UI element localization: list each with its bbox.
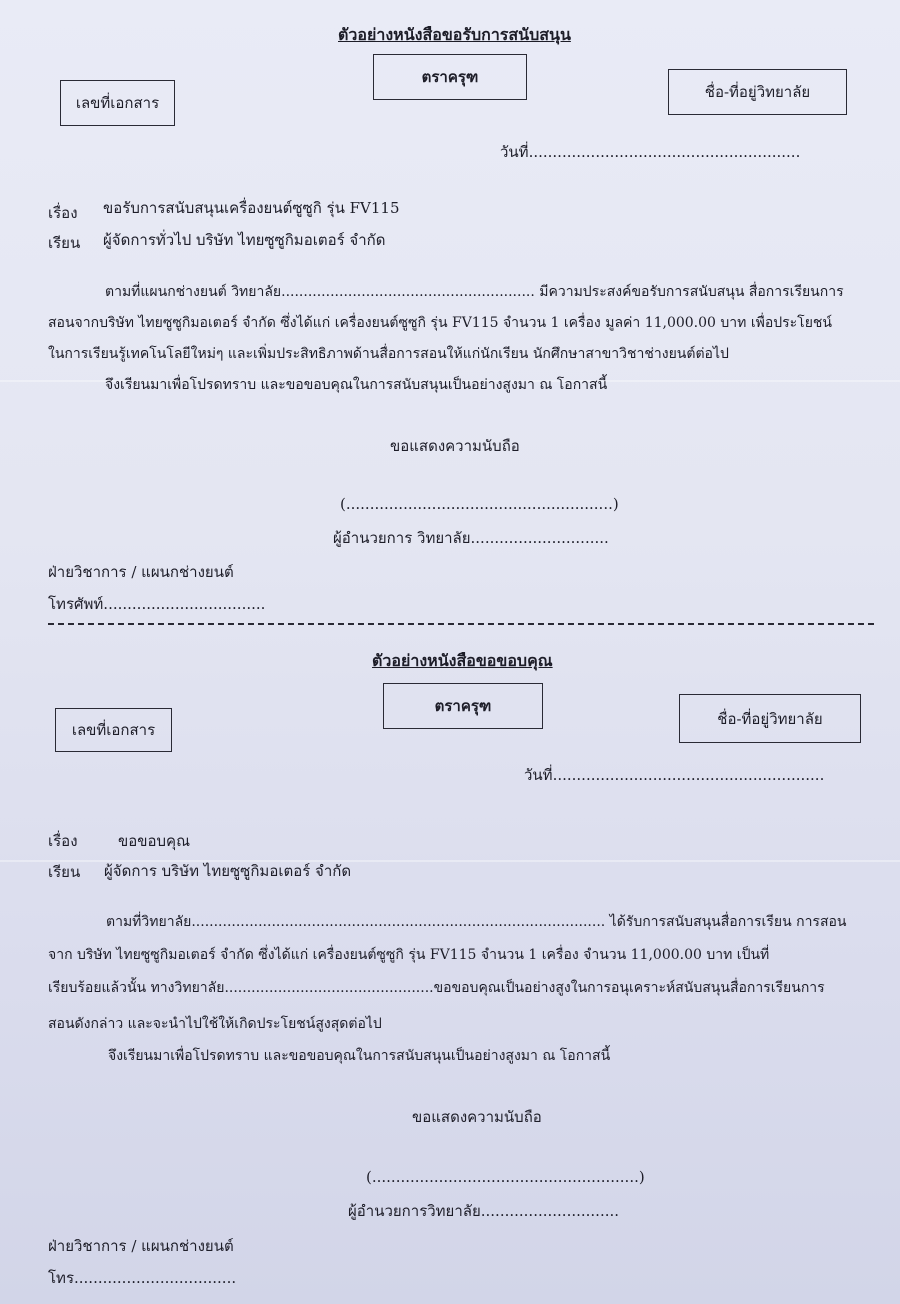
letter1-seal-box: ตราครุฑ	[373, 54, 527, 100]
letter2-doc-number-box: เลขที่เอกสาร	[55, 708, 172, 752]
letter1-subject-text: ขอรับการสนับสนุนเครื่องยนต์ซูซูกิ รุ่น FV115	[103, 199, 400, 217]
letter1-doc-number-box: เลขที่เอกสาร	[60, 80, 175, 126]
letter2-date-line: วันที่.........................................................	[524, 766, 825, 784]
letter1-department: ฝ่ายวิชาการ / แผนกช่างยนต์	[48, 563, 234, 581]
letter2-department: ฝ่ายวิชาการ / แผนกช่างยนต์	[48, 1237, 234, 1255]
letter1-subject-label: เรื่อง	[48, 204, 78, 222]
letter1-paragraph-line: ในการเรียนรู้เทคโนโลยีใหม่ๆ และเพิ่มประสิทธิภาพด้านสื่อการสอนให้แก่นักเรียน นักศึกษาสาขาวิชาช่างยนต์ต่อไป	[48, 346, 729, 362]
cut-line-divider	[48, 623, 874, 625]
letter2-seal-box: ตราครุฑ	[383, 683, 543, 729]
letter2-paragraph-line: สอนดังกล่าว และจะนำไปใช้ให้เกิดประโยชน์สูงสุดต่อไป	[48, 1016, 382, 1032]
letter1-signer-title: ผู้อำนวยการ วิทยาลัย.............................	[333, 529, 609, 547]
letter2-subject-label: เรื่อง	[48, 832, 78, 850]
letter2-signer-title: ผู้อำนวยการวิทยาลัย.............................	[348, 1202, 620, 1220]
letter2-paragraph-line: เรียบร้อยแล้วนั้น ทางวิทยาลัย...............................................ขอขอบคุณเป็นอย่างสูงในการอนุเคราะห์สนับสนุนสื่อการเรียนการ	[48, 980, 825, 996]
letter1-signature-line: (........................................................)	[340, 495, 619, 513]
letter2-college-address-box: ชื่อ-ที่อยู่วิทยาลัย	[679, 694, 861, 743]
letter1-phone: โทรศัพท์..................................	[48, 595, 266, 613]
letter2-to-text: ผู้จัดการ บริษัท ไทยซูซูกิมอเตอร์ จำกัด	[104, 862, 352, 880]
letter1-paragraph-line: สอนจากบริษัท ไทยซูซูกิมอเตอร์ จำกัด ซึ่งได้แก่ เครื่องยนต์ซูซูกิ รุ่น FV115 จำนวน 1 เครื่อง มูลค่า 11,000.00 บาท เพื่อประโยชน์	[48, 315, 832, 331]
letter1-closing: ขอแสดงความนับถือ	[390, 437, 520, 455]
letter2-to-label: เรียน	[48, 863, 81, 881]
letter2-closing: ขอแสดงความนับถือ	[412, 1108, 542, 1126]
letter2-paragraph-line: ตามที่วิทยาลัย............................................................................................. ได้รับการสนับสนุนสื่อการเรียน การสอน	[106, 914, 847, 930]
letter1-date-line: วันที่.........................................................	[500, 143, 801, 161]
letter2-signature-line: (........................................................)	[366, 1168, 645, 1186]
letter1-college-address-box: ชื่อ-ที่อยู่วิทยาลัย	[668, 69, 847, 115]
letter2-closing-paragraph: จึงเรียนมาเพื่อโปรดทราบ และขอขอบคุณในการสนับสนุนเป็นอย่างสูงมา ณ โอกาสนี้	[108, 1048, 611, 1064]
letter2-phone: โทร..................................	[48, 1269, 237, 1287]
letter1-title: ตัวอย่างหนังสือขอรับการสนับสนุน	[338, 25, 571, 44]
letter2-paragraph-line: จาก บริษัท ไทยซูซูกิมอเตอร์ จำกัด ซึ่งได้แก่ เครื่องยนต์ซูซูกิ รุ่น FV115 จำนวน 1 เครื่อง จำนวน 11,000.00 บาท เป็นที่	[48, 947, 770, 963]
letter1-to-label: เรียน	[48, 234, 81, 252]
letter1-closing-paragraph: จึงเรียนมาเพื่อโปรดทราบ และขอขอบคุณในการสนับสนุนเป็นอย่างสูงมา ณ โอกาสนี้	[105, 377, 608, 393]
letter2-title: ตัวอย่างหนังสือขอขอบคุณ	[372, 651, 553, 670]
letter2-subject-text: ขอขอบคุณ	[118, 832, 190, 850]
letter1-paragraph-line: ตามที่แผนกช่างยนต์ วิทยาลัย......................................................... มีความประสงค์ขอรับการสนับสนุน สื่อการเรียนการ	[105, 284, 844, 300]
letter1-to-text: ผู้จัดการทั่วไป บริษัท ไทยซูซูกิมอเตอร์ จำกัด	[103, 231, 386, 249]
